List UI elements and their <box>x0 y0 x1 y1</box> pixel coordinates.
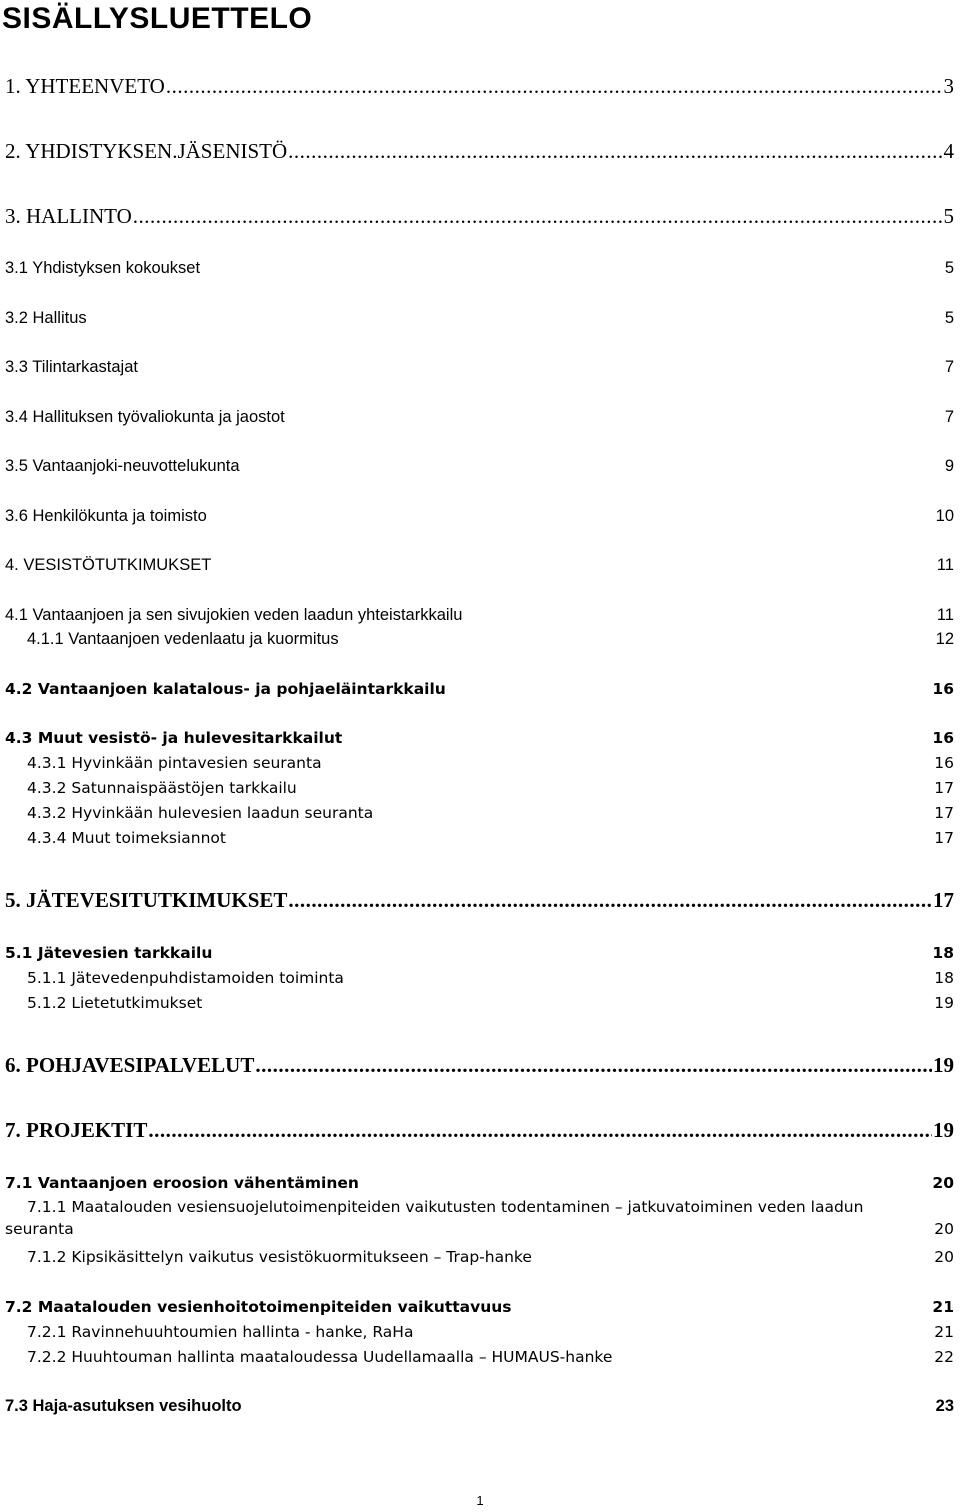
dot-leader <box>148 1118 932 1143</box>
toc-entry-4-3-4[interactable] <box>27 829 954 847</box>
toc-entry-5-1-2[interactable] <box>27 994 954 1012</box>
page-number: 1 <box>476 1493 484 1508</box>
toc-entry-label: 7.1.2 Kipsikäsittelyn vaikutus vesistökuormitukseen – Trap-hanke <box>27 1248 532 1266</box>
toc-entry-label: 7.1 Vantaanjoen eroosion vähentäminen <box>5 1174 359 1192</box>
toc-entry-3-2[interactable] <box>5 309 954 328</box>
toc-entry-label: 2. YHDISTYKSEN.JÄSENISTÖ <box>5 139 288 163</box>
toc-entry-7-1-1[interactable] <box>5 1198 954 1238</box>
dot-leader <box>255 1053 932 1078</box>
toc-entry-1[interactable] <box>5 74 954 99</box>
toc-entry-label: 6. POHJAVESIPALVELUT <box>5 1053 255 1077</box>
toc-entry-page: 20 <box>932 1174 954 1192</box>
dot-leader <box>288 888 932 913</box>
toc-entry-7-1-2[interactable] <box>27 1248 954 1266</box>
toc-entry-3-4[interactable] <box>5 408 954 427</box>
toc-entry-label: 1. YHTEENVETO <box>5 74 165 98</box>
toc-entry-page: 18 <box>934 969 954 987</box>
toc-entry-7-1[interactable] <box>5 1174 954 1192</box>
toc-entry-3-3[interactable] <box>5 358 954 377</box>
dot-leader <box>288 139 942 164</box>
toc-entry-page: 23 <box>935 1397 954 1415</box>
toc-entry-page: 18 <box>932 944 954 962</box>
toc-entry-page: 20 <box>934 1248 954 1266</box>
toc-entry-label: 3.1 Yhdistyksen kokoukset <box>5 259 201 277</box>
toc-entry-label: 5.1 Jätevesien tarkkailu <box>5 944 213 962</box>
toc-entry-page: 16 <box>934 754 954 772</box>
toc-entry-5-1[interactable] <box>5 944 954 962</box>
toc-entry-page: 19 <box>934 994 954 1012</box>
toc-entry-label: 4.3 Muut vesistö- ja hulevesitarkkailut <box>5 729 343 747</box>
toc-entry-3-6[interactable] <box>5 507 954 526</box>
toc-entry-6[interactable] <box>5 1053 954 1078</box>
toc-entry-3-5[interactable] <box>5 457 954 476</box>
toc-entry-label: 7. PROJEKTIT <box>5 1118 148 1142</box>
toc-entry-label: 4.1 Vantaanjoen ja sen sivujokien veden laadun yhteistarkkailu <box>5 606 463 624</box>
toc-entry-page: 21 <box>934 1323 954 1341</box>
toc-entry-label: 5.1.1 Jätevedenpuhdistamoiden toiminta <box>27 969 344 987</box>
toc-entry-5[interactable] <box>5 888 954 913</box>
toc-entry-label: 4.3.2 Satunnaispäästöjen tarkkailu <box>27 779 297 797</box>
toc-entry-label: 7.3 Haja-asutuksen vesihuolto <box>5 1397 242 1415</box>
toc-entry-4-3[interactable] <box>5 729 954 747</box>
toc-entry-page: 10 <box>935 507 954 525</box>
toc-entry-4-1[interactable] <box>5 606 954 625</box>
toc-entry-page: 11 <box>936 606 954 624</box>
toc-entry-page: 17 <box>934 779 954 797</box>
toc-entry-7-2-1[interactable] <box>27 1323 954 1341</box>
toc-entry-label: 3.3 Tilintarkastajat <box>5 358 138 376</box>
toc-entry-label: 3.2 Hallitus <box>5 309 87 327</box>
toc-entry-label: 5.1.2 Lietetutkimukset <box>27 994 203 1012</box>
toc-entry-label: 7.1.1 Maatalouden vesiensuojelutoimenpiteiden vaikutusten todentaminen – jatkuvatoiminen veden laadun <box>27 1198 864 1216</box>
dot-leader <box>133 204 943 229</box>
toc-entry-label: 5. JÄTEVESITUTKIMUKSET <box>5 888 288 912</box>
toc-entry-page: 21 <box>932 1298 954 1316</box>
toc-entry-page: 19 <box>933 1118 954 1142</box>
toc-entry-7-3[interactable] <box>5 1397 954 1416</box>
toc-entry-label: 4.1.1 Vantaanjoen vedenlaatu ja kuormitus <box>27 630 339 648</box>
toc-entry-3-1[interactable] <box>5 259 954 278</box>
toc-entry-label: 3.6 Henkilökunta ja toimisto <box>5 507 207 525</box>
toc-entry-page: 17 <box>934 804 954 822</box>
toc-entry-page: 22 <box>934 1348 954 1366</box>
toc-entry-4[interactable] <box>5 556 954 575</box>
toc-entry-label: 3. HALLINTO <box>5 204 132 228</box>
toc-entry-4-3-2[interactable] <box>27 779 954 797</box>
toc-entry-page: 7 <box>944 358 954 376</box>
toc-entry-page: 12 <box>935 630 954 648</box>
toc-entry-label: 4. VESISTÖTUTKIMUKSET <box>5 556 212 574</box>
toc-entry-label: 7.2.2 Huuhtouman hallinta maataloudessa Uudellamaalla – HUMAUS-hanke <box>27 1348 613 1366</box>
toc-entry-page: 16 <box>932 680 954 698</box>
toc-entry-3[interactable] <box>5 204 954 229</box>
toc-entry-4-2[interactable] <box>5 680 954 698</box>
toc-entry-page: 9 <box>944 457 954 475</box>
toc-entry-page: 5 <box>943 204 954 228</box>
toc-entry-label: 4.3.2 Hyvinkään hulevesien laadun seuranta <box>27 804 374 822</box>
toc-entry-label-cont: seuranta <box>5 1220 74 1238</box>
toc-entry-page: 7 <box>944 408 954 426</box>
toc-entry-2[interactable] <box>5 139 954 164</box>
toc-entry-page: 16 <box>932 729 954 747</box>
toc-entry-page: 17 <box>933 888 954 912</box>
toc-entry-page: 5 <box>944 259 954 277</box>
toc-entry-label: 7.2.1 Ravinnehuuhtoumien hallinta - hanke, RaHa <box>27 1323 414 1341</box>
toc-entry-page: 3 <box>943 74 954 98</box>
toc-entry-label: 4.2 Vantaanjoen kalatalous- ja pohjaeläintarkkailu <box>5 680 446 698</box>
toc-entry-label: 3.4 Hallituksen työvaliokunta ja jaostot <box>5 408 285 426</box>
toc-entry-page: 5 <box>944 309 954 327</box>
dot-leader <box>166 74 943 99</box>
toc-entry-label: 4.3.4 Muut toimeksiannot <box>27 829 226 847</box>
toc-entry-5-1-1[interactable] <box>27 969 954 987</box>
toc-entry-4-3-2b[interactable] <box>27 804 954 822</box>
toc-title: SISÄLLYSLUETTELO <box>2 2 313 35</box>
toc-entry-label: 4.3.1 Hyvinkään pintavesien seuranta <box>27 754 322 772</box>
toc-entry-label: 3.5 Vantaanjoki-neuvottelukunta <box>5 457 240 475</box>
toc-entry-page: 20 <box>934 1220 954 1238</box>
toc-entry-7-2[interactable] <box>5 1298 954 1316</box>
toc-entry-label: 7.2 Maatalouden vesienhoitotoimenpiteiden vaikuttavuus <box>5 1298 512 1316</box>
toc-entry-page: 11 <box>936 556 954 574</box>
toc-entry-4-1-1[interactable] <box>27 630 954 649</box>
toc-entry-page: 19 <box>933 1053 954 1077</box>
toc-entry-4-3-1[interactable] <box>27 754 954 772</box>
toc-entry-page: 17 <box>934 829 954 847</box>
toc-entry-7-2-2[interactable] <box>27 1348 954 1366</box>
toc-entry-page: 4 <box>943 139 954 163</box>
toc-entry-7[interactable] <box>5 1118 954 1143</box>
